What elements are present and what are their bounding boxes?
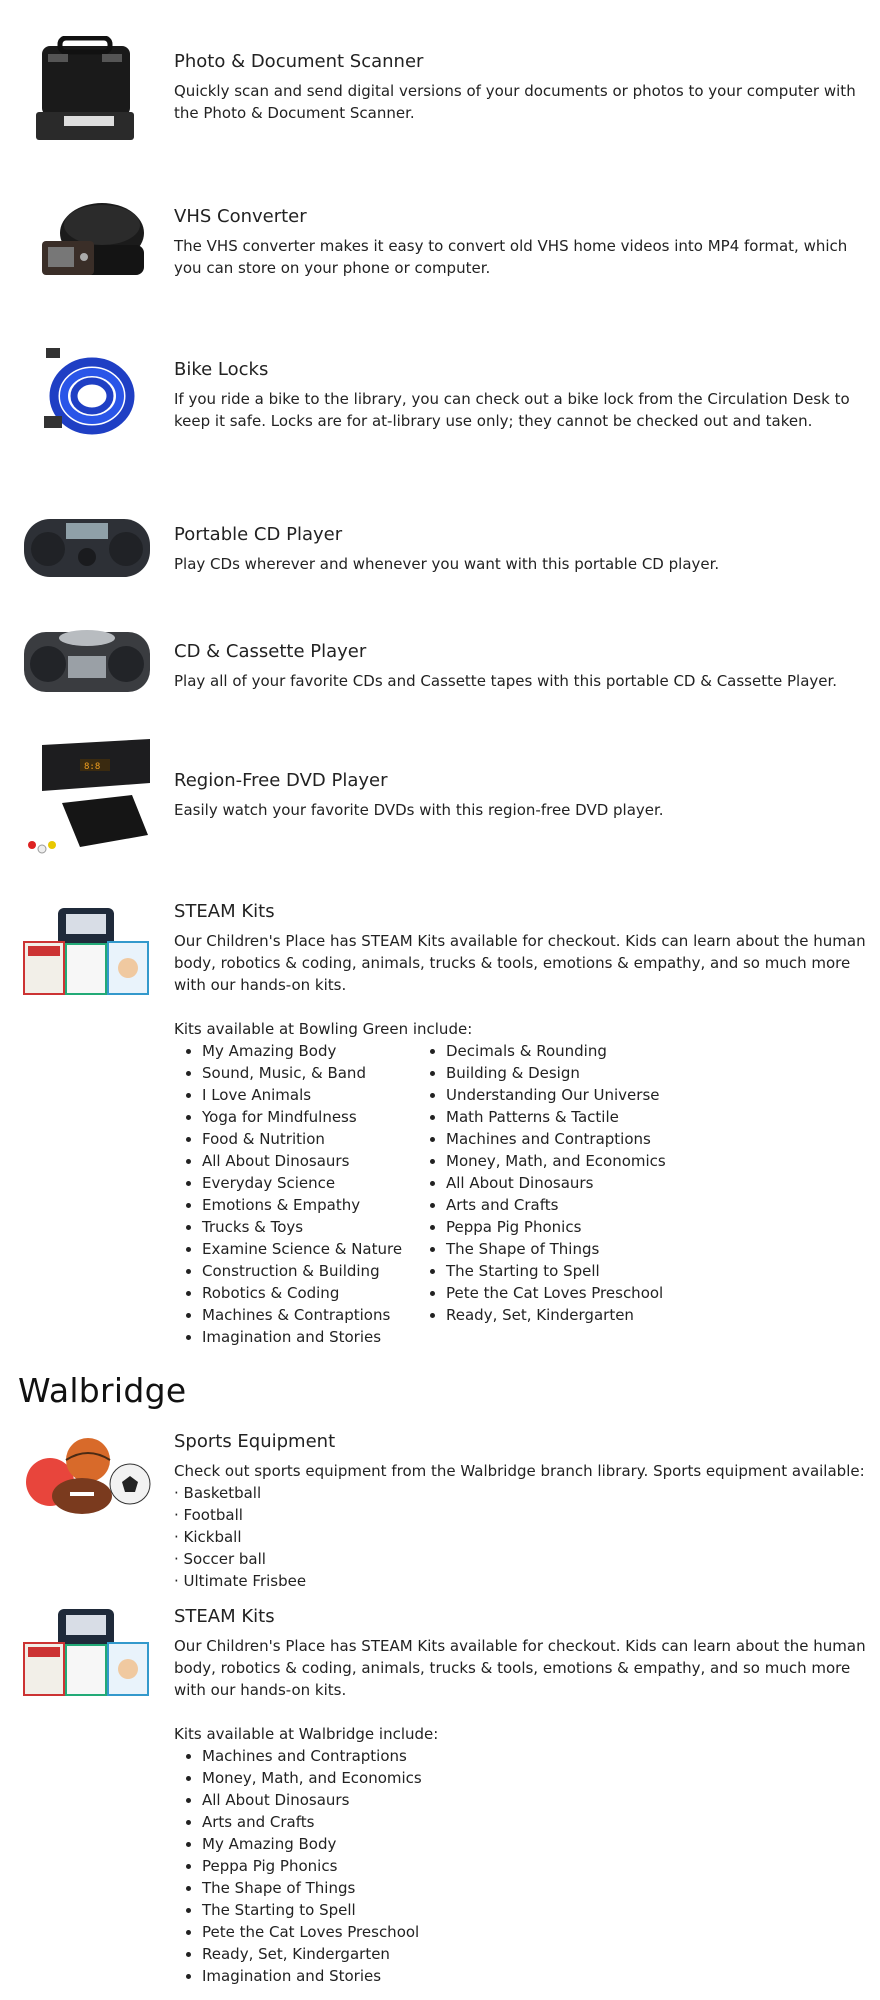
- item-description: Our Children's Place has STEAM Kits available for checkout. Kids can learn about the human body, robotics & coding, animals, trucks & tools, emotions & empathy, and so much more with our hands-on kits.: [174, 1637, 866, 1699]
- item-title: STEAM Kits: [174, 901, 275, 922]
- list-item: • I Love Animals: [202, 1084, 420, 1106]
- list-item: · Basketball: [174, 1484, 262, 1502]
- item-title: VHS Converter: [174, 206, 307, 227]
- kits-intro: Kits available at Walbridge include:: [174, 1725, 439, 1743]
- list-item: • Peppa Pig Phonics: [446, 1216, 666, 1238]
- list-item: • Machines and Contraptions: [446, 1128, 666, 1150]
- list-item: • Emotions & Empathy: [202, 1194, 420, 1216]
- list-item: • All About Dinosaurs: [202, 1150, 420, 1172]
- list-item: • Money, Math, and Economics: [202, 1767, 869, 1789]
- list-item: • Ready, Set, Kindergarten: [446, 1304, 666, 1326]
- vhs-converter-image: [38, 199, 148, 289]
- kit-list-column-2: [420, 1040, 666, 1348]
- item-title: Bike Locks: [174, 359, 269, 380]
- sports-balls-image: [22, 1436, 152, 1518]
- item-description: Easily watch your favorite DVDs with this region-free DVD player.: [174, 801, 664, 819]
- list-item: • Understanding Our Universe: [446, 1084, 666, 1106]
- list-item: • Machines and Contraptions: [202, 1745, 869, 1767]
- list-item: • My Amazing Body: [202, 1040, 420, 1062]
- item-description: If you ride a bike to the library, you can check out a bike lock from the Circulation Desk to keep it safe. Locks are for at-library use only; they cannot be checked out and taken.: [174, 390, 850, 430]
- item-description: Quickly scan and send digital versions of your documents or photos to your computer with the Photo & Document Scanner.: [174, 82, 856, 122]
- list-item: • Imagination and Stories: [202, 1965, 869, 1987]
- list-item: • Everyday Science: [202, 1172, 420, 1194]
- sports-equipment-list: [174, 1482, 869, 1592]
- list-item: • Examine Science & Nature: [202, 1238, 420, 1260]
- list-item: • Trucks & Toys: [202, 1216, 420, 1238]
- list-item: • Arts and Crafts: [446, 1194, 666, 1216]
- list-item: • Machines & Contraptions: [202, 1304, 420, 1326]
- cd-cassette-player-image: [22, 624, 152, 696]
- item-title: Sports Equipment: [174, 1431, 336, 1452]
- steam-kit-image: [22, 906, 152, 998]
- list-item: • Pete the Cat Loves Preschool: [202, 1921, 869, 1943]
- list-item: • Pete the Cat Loves Preschool: [446, 1282, 666, 1304]
- kit-list: [174, 1745, 869, 1987]
- list-item: • All About Dinosaurs: [446, 1172, 666, 1194]
- steam-kit-image: [22, 1607, 152, 1699]
- list-item: • Ready, Set, Kindergarten: [202, 1943, 869, 1965]
- list-item: • Decimals & Rounding: [446, 1040, 666, 1062]
- list-item: • The Shape of Things: [446, 1238, 666, 1260]
- kit-list-column-1: [174, 1040, 420, 1348]
- list-item: • Arts and Crafts: [202, 1811, 869, 1833]
- item-title: STEAM Kits: [174, 1606, 275, 1627]
- list-item: • Robotics & Coding: [202, 1282, 420, 1304]
- list-item: • Imagination and Stories: [202, 1326, 420, 1348]
- list-item: · Kickball: [174, 1528, 242, 1546]
- list-item: • Construction & Building: [202, 1260, 420, 1282]
- svg-text:8:8: 8:8: [84, 762, 101, 772]
- list-item: • The Shape of Things: [202, 1877, 869, 1899]
- list-item: • Money, Math, and Economics: [446, 1150, 666, 1172]
- list-item: · Ultimate Frisbee: [174, 1572, 307, 1590]
- list-item: • The Starting to Spell: [446, 1260, 666, 1282]
- dvd-player-image: [22, 735, 152, 860]
- portable-cd-player-image: [22, 513, 152, 583]
- item-title: CD & Cassette Player: [174, 641, 367, 662]
- item-title: Photo & Document Scanner: [174, 51, 424, 72]
- item-description: Our Children's Place has STEAM Kits available for checkout. Kids can learn about the human body, robotics & coding, animals, trucks & tools, emotions & empathy, and so much more with our hands-on kits.: [174, 932, 866, 994]
- list-item: · Football: [174, 1506, 243, 1524]
- kit-lists: [174, 1040, 869, 1348]
- list-item: • Food & Nutrition: [202, 1128, 420, 1150]
- list-item: • The Starting to Spell: [202, 1899, 869, 1921]
- item-title: Region-Free DVD Player: [174, 770, 388, 791]
- list-item: • Math Patterns & Tactile: [446, 1106, 666, 1128]
- list-item: • All About Dinosaurs: [202, 1789, 869, 1811]
- item-description: The VHS converter makes it easy to convert old VHS home videos into MP4 format, which you can store on your phone or computer.: [174, 237, 848, 277]
- bike-lock-image: [40, 346, 140, 446]
- item-title: Portable CD Player: [174, 524, 343, 545]
- list-item: • Building & Design: [446, 1062, 666, 1084]
- item-description: Play all of your favorite CDs and Cassette tapes with this portable CD & Cassette Player.: [174, 672, 838, 690]
- branch-heading-walbridge: Walbridge: [18, 1371, 187, 1410]
- item-description: Play CDs wherever and whenever you want with this portable CD player.: [174, 555, 720, 573]
- list-item: · Soccer ball: [174, 1550, 266, 1568]
- list-item: • My Amazing Body: [202, 1833, 869, 1855]
- list-item: • Sound, Music, & Band: [202, 1062, 420, 1084]
- kits-intro: Kits available at Bowling Green include:: [174, 1020, 473, 1038]
- list-item: • Peppa Pig Phonics: [202, 1855, 869, 1877]
- list-item: • Yoga for Mindfulness: [202, 1106, 420, 1128]
- item-description: Check out sports equipment from the Walbridge branch library. Sports equipment available:: [174, 1462, 865, 1480]
- scanner-image: [30, 36, 140, 146]
